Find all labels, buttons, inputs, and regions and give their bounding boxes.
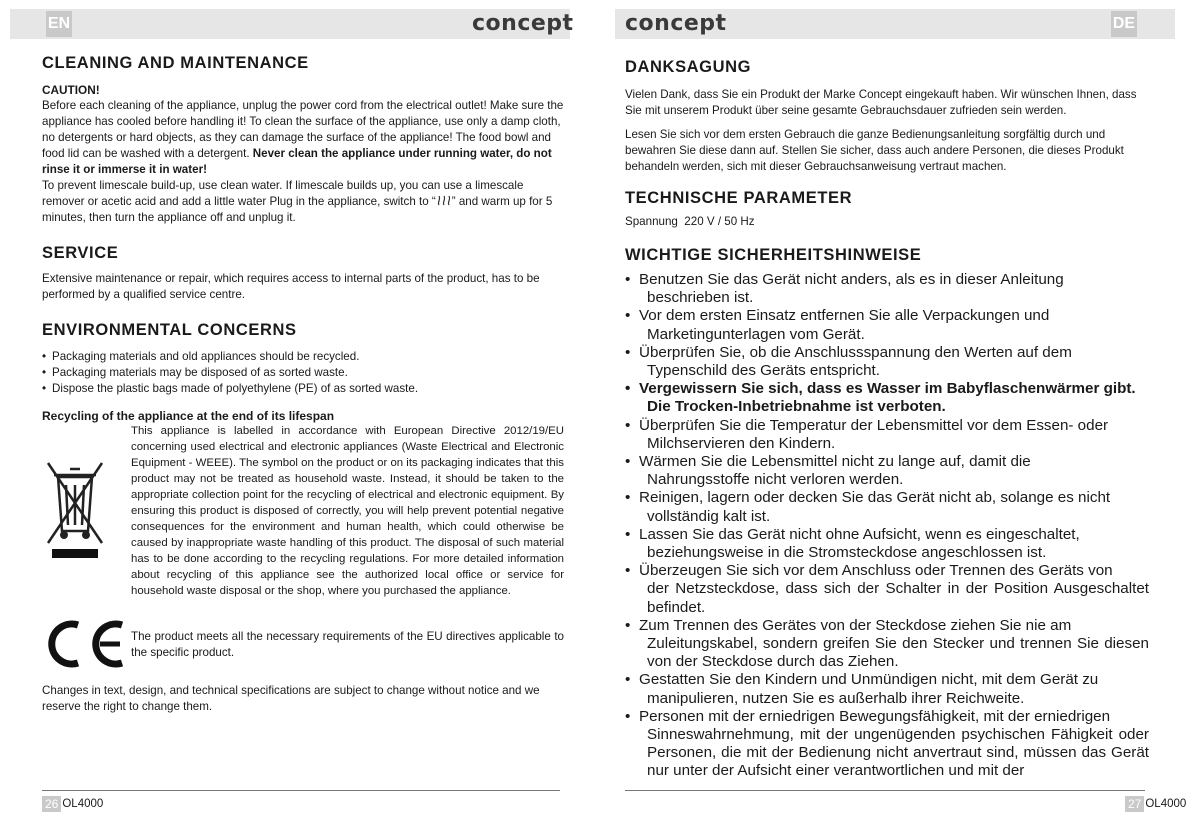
recycling-text: This appliance is labelled in accordance with European Directive 2012/19/EU concerning used electrical and electronic appliances (Waste Electrical and Electronic Equipment - WEEE). The symbol on the product or on its packaging indicates that this product may not be treated as household waste. Instead, it should be taken to the appropriate collection point for the recycling of electrical and electronic equipment. By ensuring this product is disposed of correctly, you will help prevent potential negative consequences for the environment and human health, which could otherwise be caused by inappropriate waste handling of this product. The disposal of such material has to be done according to the recycling regulations. For more detailed information about recycling of this appliance see the authorized local office or service for household waste disposal or the shop, where you purchased the appliance.: [131, 425, 564, 597]
section-title-safety: WICHTIGE SICHERHEITSHINWEISE: [625, 246, 922, 264]
limescale-paragraph: To prevent limescale build-up, use clean water. If limescale builds up, you can use a limescale remover or acetic acid and add a little water Plug in the appliance, switch to “ ” and warm up for 5 minutes, then turn the appliance off and unplug it.: [42, 179, 553, 224]
footer: [42, 796, 103, 812]
brand-logo: concept: [625, 11, 727, 36]
page-number: 26: [42, 796, 61, 812]
ce-text: The product meets all the necessary requirements of the EU directives applicable to the specific product.: [131, 630, 564, 659]
thanks-paragraph-2: Lesen Sie sich vor dem ersten Gebrauch die ganze Bedienungsanleitung sorgfältig durch und bewahren Sie diese dann auf. Stellen Sie sicher, dass auch andere Personen, die dieses Produkt behandeln werden, sich mit dieser Gebrauchsanweisung vertraut machen.: [625, 128, 1124, 173]
footer: [1125, 796, 1186, 812]
section-title-thanks: DANKSAGUNG: [625, 58, 752, 76]
caution-label: CAUTION!: [42, 83, 100, 97]
list-item: • Dispose the plastic bags made of polyethylene (PE) of as sorted waste.: [42, 381, 564, 397]
right-content: [625, 50, 1149, 781]
list-item: • Wärmen Sie die Lebensmittel nicht zu lange auf, damit die Nahrungsstoffe nicht verloren werden.: [625, 453, 1149, 489]
list-item: • Reinigen, lagern oder decken Sie das Gerät nicht ab, solange es nicht vollständig kalt ist.: [625, 489, 1149, 525]
ce-block: [42, 617, 564, 669]
section-title-cleaning: CLEANING AND MAINTENANCE: [42, 54, 309, 72]
page-number: 27: [1125, 796, 1144, 812]
right-page: [593, 0, 1186, 823]
safety-list: [625, 271, 1149, 781]
list-item: • Benutzen Sie das Gerät nicht anders, als es in dieser Anleitung beschrieben ist.: [625, 271, 1149, 307]
list-item: • Personen mit der erniedrigen Bewegungsfähigkeit, mit der erniedrigen Sinneswahrnehmung, mit der ungenügenden psychischen Fähigkeit oder Personen, die mit der Bedienung nicht anvertraut sind, müssen das Gerät nur unter der Aufsicht einer verantwortlichen und mit der: [625, 708, 1149, 781]
tech-voltage: Spannung 220 V / 50 Hz: [625, 215, 755, 228]
section-title-tech: TECHNISCHE PARAMETER: [625, 189, 853, 207]
thanks-paragraph-1: Vielen Dank, dass Sie ein Produkt der Marke Concept eingekauft haben. Wir wünschen Ihnen, dass Sie mit unserem Produkt über seine gesamte Gebrauchsdauer zufrieden sein werden.: [625, 88, 1137, 117]
safety-list-wrapper: [625, 271, 1149, 781]
list-item: • Gestatten Sie den Kindern und Unmündigen nicht, mit dem Gerät zu manipulieren, nutzen Sie es außerhalb ihrer Reichweite.: [625, 671, 1149, 707]
environment-list: [42, 349, 564, 397]
list-item: • Zum Trennen des Gerätes von der Steckdose ziehen Sie nie am Zuleitungskabel, sondern greifen Sie den Stecker und trennen Sie diesen von der Steckdose durch das Ziehen.: [625, 617, 1149, 672]
list-item: • Überprüfen Sie die Temperatur der Lebensmittel vor dem Essen- oder Milchservieren den Kindern.: [625, 417, 1149, 453]
language-badge: DE: [1111, 11, 1137, 37]
list-item: • Vor dem ersten Einsatz entfernen Sie alle Verpackungen und Marketingunterlagen vom Gerät.: [625, 307, 1149, 343]
heat-symbol-icon: [437, 195, 451, 206]
model-number: OL4000: [1145, 798, 1186, 810]
footer-divider: [625, 790, 1145, 791]
changes-notice: Changes in text, design, and technical specifications are subject to change without notice and we reserve the right to change them.: [42, 684, 540, 713]
language-badge: EN: [46, 11, 72, 37]
brand-logo: concept: [472, 11, 574, 36]
footer-divider: [42, 790, 560, 791]
section-title-environment: ENVIRONMENTAL CONCERNS: [42, 321, 297, 339]
ce-mark-icon: [42, 619, 126, 669]
recycling-title: Recycling of the appliance at the end of its lifespan: [42, 409, 335, 423]
cleaning-paragraph: Before each cleaning of the appliance, unplug the power cord from the electrical outlet! Make sure the appliance has cooled before handling it! To clean the surface of the appliance, use only a damp cloth, no detergents or hard objects, as they can damage the surface of the appliance! The food bowl and food lid can be washed with a detergent. Never clean the appliance under running water, do not rinse it or immerse it in water!: [42, 99, 564, 176]
weee-bin-icon: [42, 455, 108, 565]
list-item: • Packaging materials and old appliances should be recycled.: [42, 349, 564, 365]
cleaning-warning: Never clean the appliance under running water, do not rinse it or immerse it in water!: [42, 147, 552, 176]
model-number: OL4000: [62, 798, 104, 810]
service-text: Extensive maintenance or repair, which requires access to internal parts of the product, has to be performed by a qualified service centre.: [42, 272, 540, 301]
list-item: • Packaging materials may be disposed of as sorted waste.: [42, 365, 564, 381]
weee-block: [42, 423, 564, 613]
section-title-service: SERVICE: [42, 244, 119, 262]
list-item: • Überprüfen Sie, ob die Anschlussspannung den Werten auf dem Typenschild des Geräts entspricht.: [625, 344, 1149, 380]
left-content: [42, 50, 564, 715]
list-item: • Überzeugen Sie sich vor dem Anschluss oder Trennen des Geräts von der Netzsteckdose, dass sich der Schalter in der Position Ausgeschaltet befindet.: [625, 562, 1149, 617]
list-item: • Vergewissern Sie sich, dass es Wasser im Babyflaschenwärmer gibt. Die Trocken-Inbetriebnahme ist verboten.: [625, 380, 1149, 416]
list-item: • Lassen Sie das Gerät nicht ohne Aufsicht, wenn es eingeschaltet, beziehungsweise in die Stromsteckdose angeschlossen ist.: [625, 526, 1149, 562]
